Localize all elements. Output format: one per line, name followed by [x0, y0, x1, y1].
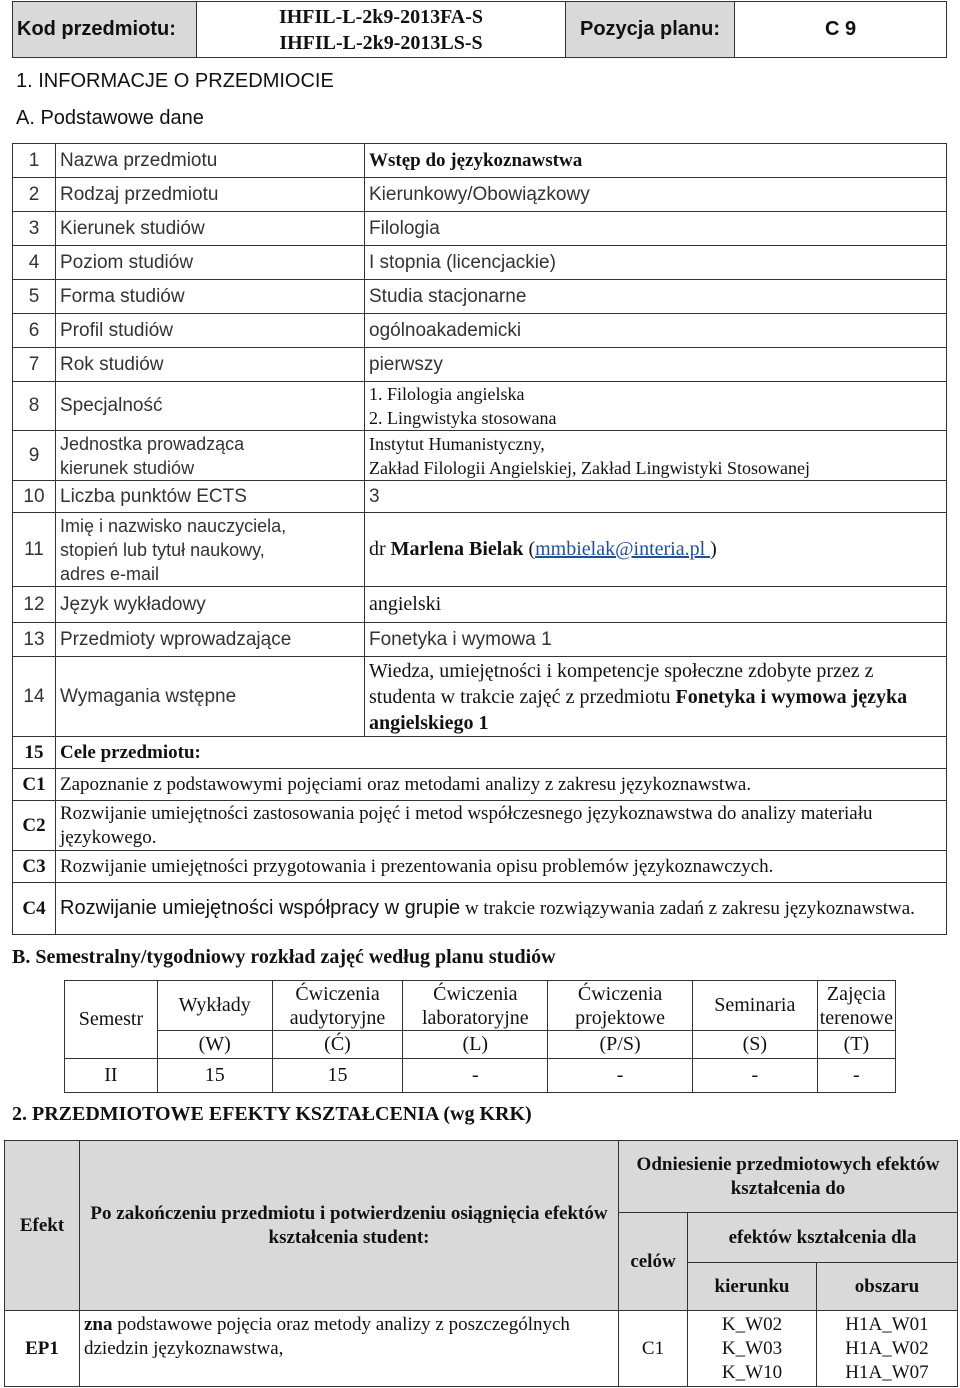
table-row [5, 1311, 958, 1387]
goal-row [13, 851, 947, 883]
row-value: ogólnoakademicki [365, 314, 947, 348]
abbr-cell: (S) [692, 1031, 817, 1059]
cell: II [65, 1059, 158, 1093]
table-row [13, 513, 947, 587]
field-ref: K_W02 [721, 1313, 783, 1335]
specialty-1: 1. Filologia angielska [369, 384, 525, 404]
row-label: Rok studiów [56, 348, 365, 382]
row-label: Wymagania wstępne [56, 657, 365, 737]
header-table [12, 1, 947, 58]
teacher-name: Marlena Bielak [390, 538, 524, 560]
table-row [13, 212, 947, 246]
abbr-cell: (Ć) [272, 1031, 403, 1059]
table-row [65, 1059, 896, 1093]
effect-goal: C1 [619, 1311, 688, 1387]
section-1-title: 1. INFORMACJE O PRZEDMIOCIE [16, 70, 334, 92]
col-field: kierunku [688, 1263, 817, 1311]
header-line: terenowe [819, 1006, 893, 1029]
goal-text: Zapoznanie z podstawowymi pojęciami oraz metodami analizy z zakresu językoznawstwa. [56, 769, 947, 801]
area-ref: H1A_W02 [845, 1337, 929, 1359]
table-row [13, 382, 947, 431]
unit-values [365, 431, 947, 481]
effect-verb: zna [84, 1314, 113, 1335]
abbr-cell: (W) [157, 1031, 272, 1059]
section-b-title: B. Semestralny/tygodniowy rozkład zajęć według planu studiów [12, 946, 556, 968]
specialty-values [365, 382, 947, 431]
effect-field-refs [688, 1311, 817, 1387]
teacher-cell [365, 513, 947, 587]
row-number: 15 [13, 737, 56, 769]
row-number: 1 [13, 144, 56, 178]
col-semester: Semestr [65, 981, 158, 1059]
section-2-title: 2. PRZEDMIOTOWE EFEKTY KSZTAŁCENIA (wg KRK) [12, 1103, 532, 1125]
row-number: 14 [13, 657, 56, 737]
table-header-row [5, 1141, 958, 1213]
header-line: Ćwiczenia [295, 982, 380, 1005]
teacher-title: dr [369, 538, 391, 560]
goal-code: C1 [13, 769, 56, 801]
effect-description: podstawowe pojęcia oraz metody analizy z poszczególnych dziedzin językoznawstwa, [84, 1314, 570, 1359]
field-ref: K_W10 [721, 1361, 783, 1383]
table-row [13, 178, 947, 212]
section-a-title: A. Podstawowe dane [16, 107, 204, 129]
cell: 15 [157, 1059, 272, 1093]
table-row [13, 314, 947, 348]
goal-text [56, 883, 947, 935]
header-line: Ćwiczenia [433, 982, 518, 1005]
effect-area-refs [817, 1311, 958, 1387]
row-number: 11 [13, 513, 56, 587]
row-label: Rodzaj przedmiotu [56, 178, 365, 212]
col-lab [403, 981, 548, 1031]
row-value: Kierunkowy/Obowiązkowy [365, 178, 947, 212]
goal-code: C3 [13, 851, 56, 883]
row-label: Profil studiów [56, 314, 365, 348]
header-line: laboratoryjne [422, 1006, 529, 1029]
prerequisites [365, 657, 947, 737]
goal-text: Rozwijanie umiejętności przygotowania i prezentowania opisu problemów językoznawczych. [56, 851, 947, 883]
table-row [13, 737, 947, 769]
col-reference: Odniesienie przedmiotowych efektów kształcenia do [619, 1141, 958, 1213]
area-ref: H1A_W07 [845, 1361, 929, 1383]
row-number: 10 [13, 481, 56, 513]
cell: - [817, 1059, 895, 1093]
label-line: Jednostka prowadząca [60, 433, 245, 454]
col-effect: Efekt [5, 1141, 80, 1311]
goal-text: Rozwijanie umiejętności zastosowania pojęć i metod współczesnego językoznawstwa do analizy materiału językowego. [56, 801, 947, 851]
abbr-cell: (T) [817, 1031, 895, 1059]
email-link[interactable]: mmbielak@interia.pl [535, 538, 711, 560]
row-label: Język wykładowy [56, 587, 365, 623]
cell: - [548, 1059, 693, 1093]
label-line: Imię i nazwisko nauczyciela, [60, 515, 287, 536]
paren: ( [523, 538, 536, 560]
header-line: Zajęcia [826, 982, 886, 1005]
table-row [13, 246, 947, 280]
prereq-text: Wiedza, umiejętności i kompetencje społeczne zdobyte przez z studenta w trakcie zajęć z przedmiotu [369, 659, 874, 708]
goal-row [13, 801, 947, 851]
table-row [13, 587, 947, 623]
area-ref: H1A_W01 [845, 1313, 929, 1335]
row-label [56, 513, 365, 587]
col-auditory [272, 981, 403, 1031]
row-label: Przedmioty wprowadzające [56, 623, 365, 657]
table-row [13, 657, 947, 737]
row-label: Poziom studiów [56, 246, 365, 280]
cell: - [403, 1059, 548, 1093]
row-number: 5 [13, 280, 56, 314]
table-row [13, 144, 947, 178]
abbr-cell: (L) [403, 1031, 548, 1059]
goals-heading: Cele przedmiotu: [56, 737, 947, 769]
col-area: obszaru [817, 1263, 958, 1311]
table-header-row [65, 981, 896, 1031]
row-label: Specjalność [56, 382, 365, 431]
cell: - [692, 1059, 817, 1093]
label-line: kierunek studiów [60, 457, 195, 478]
table-row [13, 623, 947, 657]
row-value: Studia stacjonarne [365, 280, 947, 314]
prereq-course: Fonetyka i wymowa języka angielskiego 1 [369, 685, 908, 734]
cell: 15 [272, 1059, 403, 1093]
label-line: adres e-mail [60, 563, 160, 584]
table-row [13, 481, 947, 513]
basic-data-table [12, 143, 947, 935]
goal-text-b: w trakcie rozwiązywania zadań z zakresu językoznawstwa. [460, 898, 915, 919]
row-number: 6 [13, 314, 56, 348]
col-lectures: Wykłady [157, 981, 272, 1031]
paren: ) [710, 538, 717, 560]
course-code-2: IHFIL-L-2k9-2013LS-S [279, 31, 483, 54]
row-label: Nazwa przedmiotu [56, 144, 365, 178]
row-value: angielski [365, 587, 947, 623]
row-number: 4 [13, 246, 56, 280]
col-effects-for: efektów kształcenia dla [688, 1213, 958, 1263]
goal-text-a: Rozwijanie umiejętności współpracy w grupie [60, 897, 461, 919]
row-number: 7 [13, 348, 56, 382]
goal-row [13, 883, 947, 935]
row-number: 2 [13, 178, 56, 212]
table-row [13, 280, 947, 314]
plan-value: C 9 [735, 2, 947, 58]
row-value: 3 [365, 481, 947, 513]
abbr-row [65, 1031, 896, 1059]
header-line: Ćwiczenia [577, 982, 663, 1005]
field-ref: K_W03 [721, 1337, 783, 1359]
header-line: audytoryjne [289, 1006, 386, 1029]
table-row [13, 431, 947, 481]
row-label: Kierunek studiów [56, 212, 365, 246]
col-description: Po zakończeniu przedmiotu i potwierdzeniu osiągnięcia efektów kształcenia student: [80, 1141, 619, 1311]
row-label: Liczba punktów ECTS [56, 481, 365, 513]
col-field [817, 981, 895, 1031]
row-value: I stopnia (licencjackie) [365, 246, 947, 280]
specialty-2: 2. Lingwistyka stosowana [369, 408, 557, 428]
effect-code: EP1 [5, 1311, 80, 1387]
unit-line: Instytut Humanistyczny, [369, 433, 545, 454]
row-value: Fonetyka i wymowa 1 [365, 623, 947, 657]
course-codes [197, 2, 566, 58]
row-number: 8 [13, 382, 56, 431]
code-label: Kod przedmiotu: [13, 2, 197, 58]
plan-label: Pozycja planu: [566, 2, 735, 58]
row-value: pierwszy [365, 348, 947, 382]
effect-text [80, 1311, 619, 1387]
goal-code: C4 [13, 883, 56, 935]
row-number: 3 [13, 212, 56, 246]
unit-line: Zakład Filologii Angielskiej, Zakład Lingwistyki Stosowanej [369, 457, 810, 478]
abbr-cell: (P/S) [548, 1031, 693, 1059]
row-number: 9 [13, 431, 56, 481]
header-line: projektowe [575, 1006, 666, 1029]
col-project [548, 981, 693, 1031]
label-line: stopień lub tytuł naukowy, [60, 539, 265, 560]
row-number: 13 [13, 623, 56, 657]
col-goals: celów [619, 1213, 688, 1311]
goal-code: C2 [13, 801, 56, 851]
row-label [56, 431, 365, 481]
table-row [13, 348, 947, 382]
goal-row [13, 769, 947, 801]
schedule-table [64, 980, 896, 1093]
effects-table [4, 1140, 958, 1387]
course-name: Wstęp do językoznawstwa [365, 144, 947, 178]
row-label: Forma studiów [56, 280, 365, 314]
col-seminars: Seminaria [692, 981, 817, 1031]
course-code-1: IHFIL-L-2k9-2013FA-S [278, 5, 484, 28]
row-number: 12 [13, 587, 56, 623]
row-value: Filologia [365, 212, 947, 246]
